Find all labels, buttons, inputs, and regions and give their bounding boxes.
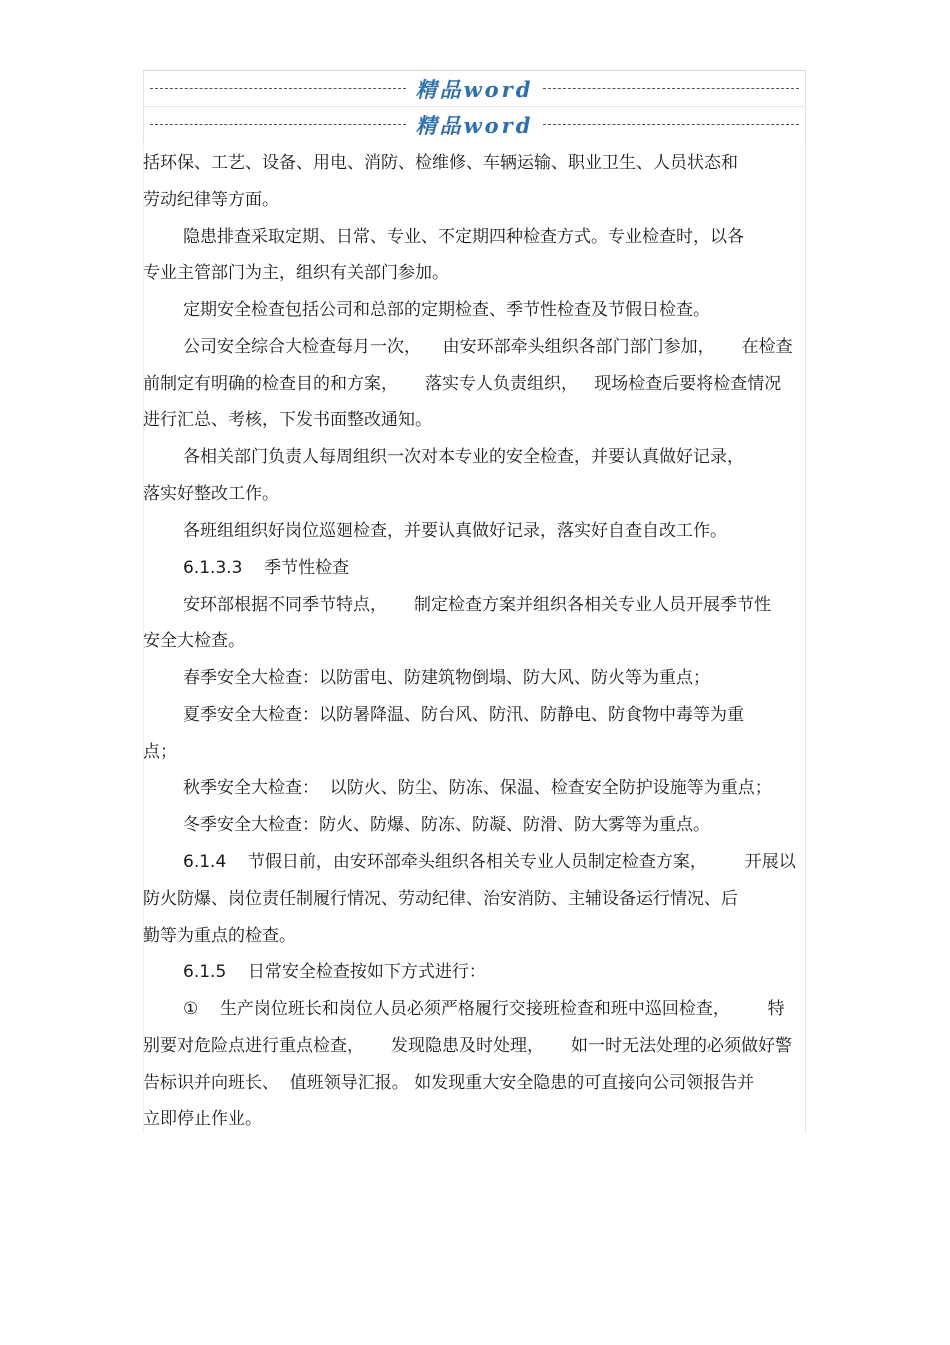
text-line: 安环部根据不同季节特点， 制定检查方案并组织各相关专业人员开展季节性: [183, 595, 772, 615]
text-line: 秋季安全大检查： 以防火、防尘、防冻、保温、检查安全防护设施等为重点；: [183, 778, 772, 798]
dashed-divider-left: [150, 88, 406, 89]
section-heading: 6.1.3.3 季节性检查: [183, 558, 350, 578]
text-line: 夏季安全大检查：以防暑降温、防台风、防汛、防静电、防食物中毒等为重: [183, 705, 744, 725]
text-line: 春季安全大检查：以防雷电、防建筑物倒塌、防大风、防火等为重点；: [183, 668, 710, 688]
page-border-right: [805, 140, 806, 1132]
text-line: 括环保、工艺、设备、用电、消防、检维修、车辆运输、职业卫生、人员状态和: [143, 153, 738, 173]
text-line: 点；: [143, 742, 177, 762]
text-line: 冬季安全大检查：防火、防爆、防冻、防凝、防滑、防大雾等为重点。: [183, 815, 710, 835]
dashed-divider-right: [543, 124, 799, 125]
text-line: 专业主管部门为主，组织有关部门参加。: [143, 263, 449, 283]
section-heading: 6.1.5 日常安全检查按如下方式进行：: [183, 962, 486, 982]
text-line: 劳动纪律等方面。: [143, 190, 279, 210]
header-row-2: [144, 107, 805, 142]
text-line: 定期安全检查包括公司和总部的定期检查、季节性检查及节假日检查。: [183, 300, 710, 320]
text-line: 公司安全综合大检查每月一次， 由安环部牵头组织各部门部门参加， 在检查: [183, 337, 793, 357]
dashed-divider-left: [150, 124, 406, 125]
text-line: 各班组组织好岗位巡廻检查，并要认真做好记录，落实好自查自改工作。: [183, 521, 727, 541]
dashed-divider-right: [543, 88, 799, 89]
brand-watermark: 精品word: [415, 112, 534, 138]
text-line: ① 生产岗位班长和岗位人员必须严格履行交接班检查和班中巡回检查， 特: [183, 999, 785, 1019]
text-line: 别要对危险点进行重点检查， 发现隐患及时处理， 如一时无法处理的必须做好警: [143, 1036, 793, 1056]
text-line: 落实好整改工作。: [143, 484, 279, 504]
text-line: 隐患排查采取定期、日常、专业、不定期四种检查方式。专业检查时，以各: [183, 227, 744, 247]
header-banner: [143, 70, 806, 141]
brand-watermark: 精品word: [415, 76, 534, 102]
text-line: 立即停止作业。: [143, 1109, 262, 1129]
text-line: 防火防爆、岗位责任制履行情况、劳动纪律、治安消防、主辅设备运行情况、后: [143, 889, 738, 909]
text-line: 前制定有明确的检查目的和方案， 落实专人负责组织， 现场检查后要将检查情况: [143, 374, 782, 394]
text-line: 告标识并向班长、 值班领导汇报。 如发现重大安全隐患的可直接向公司领报告并: [143, 1073, 755, 1093]
text-line: 勤等为重点的检查。: [143, 926, 296, 946]
text-line: 进行汇总、考核，下发书面整改通知。: [143, 410, 432, 430]
header-row-1: [144, 71, 805, 107]
section-heading: 6.1.4 节假日前，由安环部牵头组织各相关专业人员制定检查方案， 开展以: [183, 852, 796, 872]
text-line: 各相关部门负责人每周组织一次对本专业的安全检查，并要认真做好记录，: [183, 447, 744, 467]
text-line: 安全大检查。: [143, 631, 245, 651]
